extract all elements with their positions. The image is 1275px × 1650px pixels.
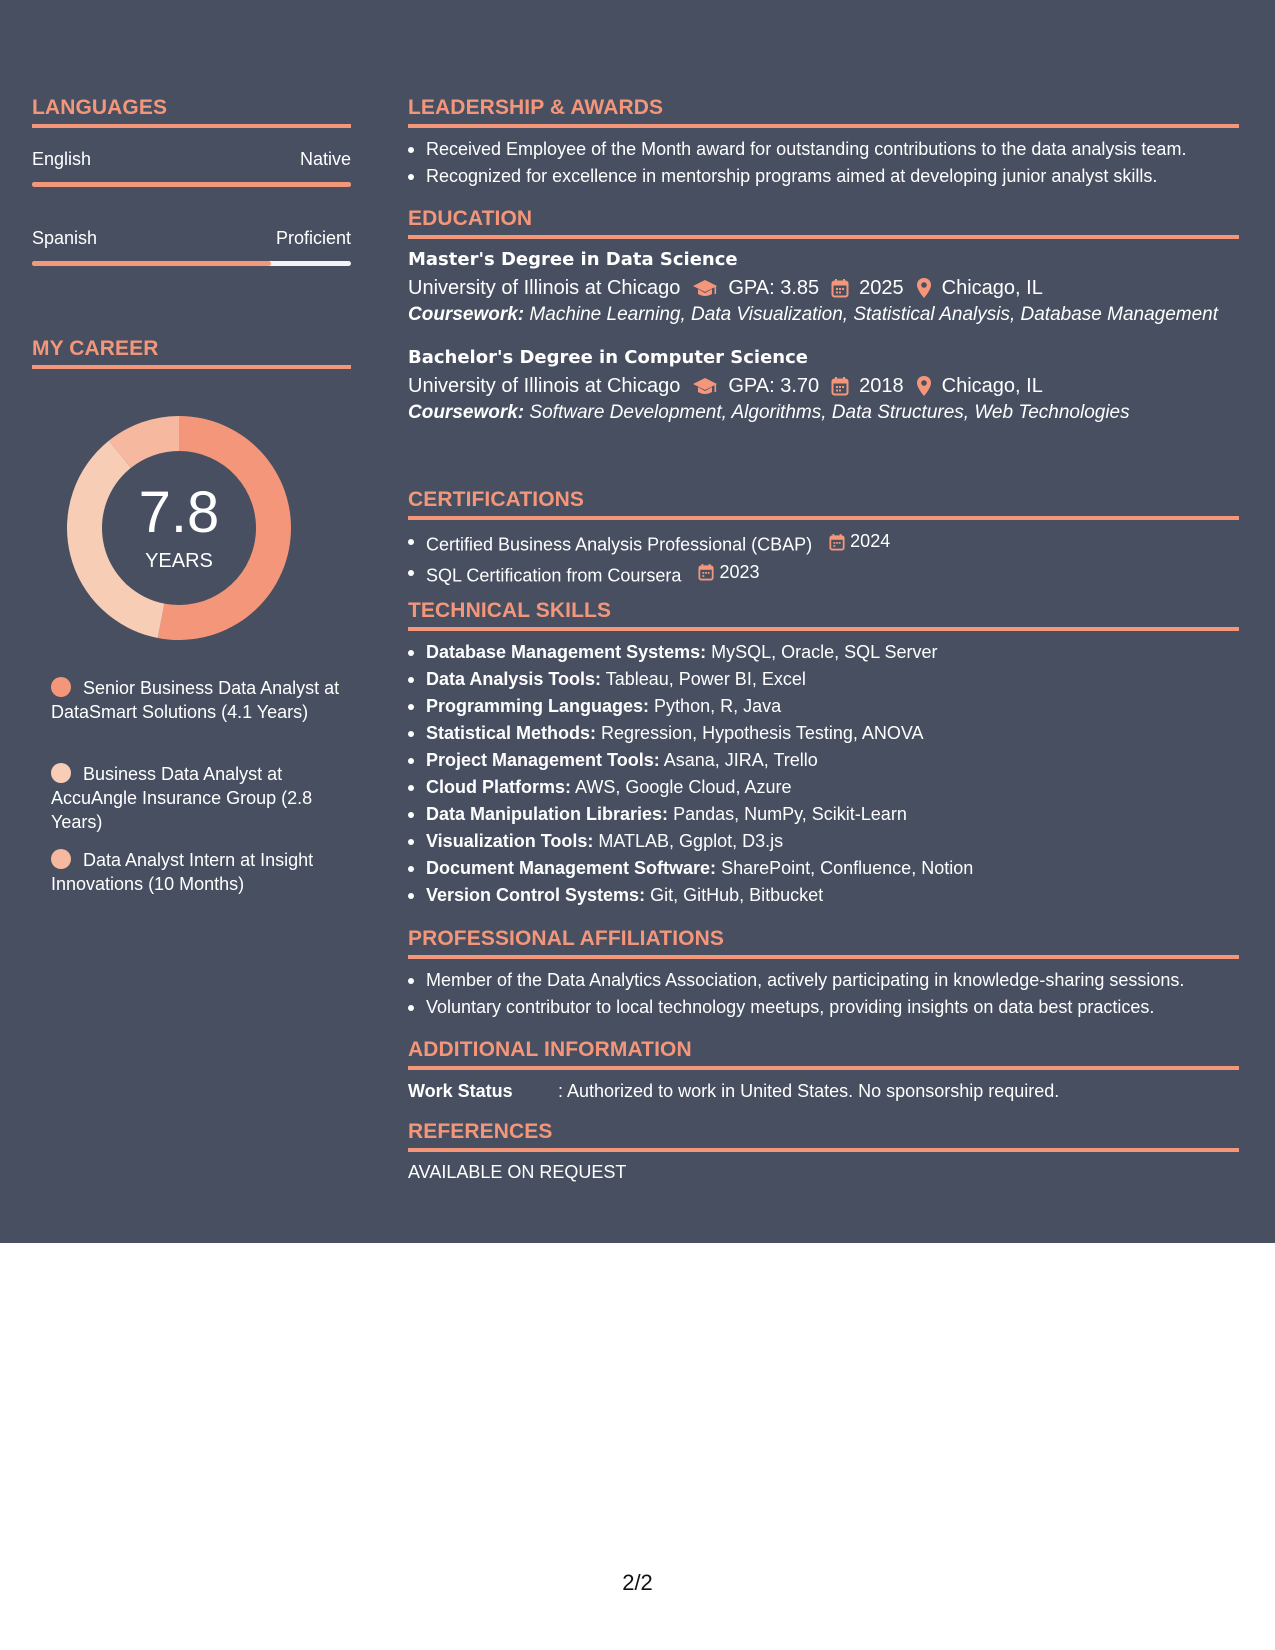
career-heading: MY CAREER (32, 336, 351, 369)
career-legend-item (51, 762, 341, 834)
career-donut-chart (67, 416, 291, 640)
list-item (408, 693, 1239, 720)
certification-date (698, 559, 759, 586)
career-legend-item (51, 676, 341, 724)
school-name: University of Illinois at Chicago (408, 277, 681, 300)
skill-category: Project Management Tools: (426, 750, 660, 771)
certification-date (829, 528, 890, 555)
location: Chicago, IL (941, 277, 1043, 300)
legend-dot (51, 677, 71, 697)
skill-category: Cloud Platforms: (426, 777, 572, 798)
additional-info-heading: ADDITIONAL INFORMATION (408, 1037, 1239, 1070)
list-item: Member of the Data Analytics Association, actively participating in knowledge-sharing sessions. (408, 967, 1239, 994)
education-heading: EDUCATION (408, 206, 1239, 239)
skill-category: Data Analysis Tools: (426, 669, 602, 690)
certification-name: SQL Certification from Coursera (426, 565, 682, 586)
skill-category: Programming Languages: (426, 696, 650, 717)
career-legend-label: Data Analyst Intern at Insight Innovations (10 Months) (51, 850, 314, 894)
language-level: Native (299, 149, 351, 170)
work-status-label: Work Status (408, 1081, 513, 1102)
list-item (408, 528, 1239, 559)
coursework (408, 303, 1239, 327)
location-pin-icon (916, 277, 932, 299)
affiliations-heading: PROFESSIONAL AFFILIATIONS (408, 926, 1239, 959)
gpa: GPA: 3.85 (728, 277, 820, 300)
work-status-row (408, 1078, 1239, 1105)
language-english (32, 149, 351, 187)
page-number: 2/2 (622, 1570, 653, 1595)
education-entry (408, 345, 1239, 425)
work-status-value: : Authorized to work in United States. No sponsorship required. (558, 1081, 1060, 1102)
career-legend-label: Business Data Analyst at AccuAngle Insurance Group (2.8 Years) (51, 764, 313, 832)
language-spanish (32, 228, 351, 266)
references-heading: REFERENCES (408, 1119, 1239, 1152)
certifications-section (408, 487, 1239, 589)
language-level: Proficient (275, 228, 351, 249)
career-legend-item (51, 848, 341, 896)
legend-dot (51, 849, 71, 869)
skill-category: Document Management Software: (426, 858, 717, 879)
education-section (408, 206, 1239, 425)
list-item (408, 720, 1239, 747)
graduation-cap-icon (692, 376, 718, 396)
skill-values: Python, R, Java (654, 696, 782, 717)
references-section (408, 1119, 1239, 1183)
list-item (408, 801, 1239, 828)
skill-values: MATLAB, Ggplot, D3.js (598, 831, 784, 852)
list-item (408, 747, 1239, 774)
gpa: GPA: 3.70 (728, 375, 820, 398)
skills-section (408, 598, 1239, 909)
degree-title: Master's Degree in Data Science (408, 249, 738, 271)
skill-category: Visualization Tools: (426, 831, 594, 852)
list-item: Voluntary contributor to local technology meetups, providing insights on data best practices. (408, 994, 1239, 1021)
skill-values: Pandas, NumPy, Scikit-Learn (673, 804, 907, 825)
coursework (408, 401, 1239, 425)
languages-heading: LANGUAGES (32, 95, 351, 128)
skill-values: Git, GitHub, Bitbucket (650, 885, 824, 906)
list-item: Recognized for excellence in mentorship programs aimed at developing junior analyst skills. (408, 163, 1239, 190)
skill-values: Asana, JIRA, Trello (663, 750, 818, 771)
skill-values: Tableau, Power BI, Excel (605, 669, 806, 690)
degree-title: Bachelor's Degree in Computer Science (408, 347, 808, 369)
graduation-year: 2025 (859, 277, 904, 300)
skill-category: Version Control Systems: (426, 885, 646, 906)
coursework-label: Coursework: (408, 402, 525, 424)
coursework-text: Machine Learning, Data Visualization, Statistical Analysis, Database Management (529, 304, 1219, 326)
coursework-label: Coursework: (408, 304, 525, 326)
certifications-heading: CERTIFICATIONS (408, 487, 1239, 520)
language-name: Spanish (32, 228, 98, 249)
legend-dot (51, 763, 71, 783)
school-name: University of Illinois at Chicago (408, 375, 681, 398)
list-item (408, 828, 1239, 855)
career-section (32, 336, 351, 369)
location-pin-icon (916, 375, 932, 397)
list-item (408, 855, 1239, 882)
skills-heading: TECHNICAL SKILLS (408, 598, 1239, 631)
skill-values: SharePoint, Confluence, Notion (721, 858, 974, 879)
leadership-section (408, 95, 1239, 190)
skill-values: Regression, Hypothesis Testing, ANOVA (601, 723, 924, 744)
education-entry (408, 247, 1239, 327)
list-item (408, 774, 1239, 801)
leadership-heading: LEADERSHIP & AWARDS (408, 95, 1239, 128)
calendar-icon (698, 563, 714, 581)
calendar-icon (831, 278, 849, 298)
list-item (408, 882, 1239, 909)
additional-info-section (408, 1037, 1239, 1105)
language-proficiency-bar (32, 261, 351, 266)
skill-category: Statistical Methods: (426, 723, 597, 744)
references-text: AVAILABLE ON REQUEST (408, 1162, 627, 1183)
certification-year: 2024 (850, 531, 891, 552)
coursework-text: Software Development, Algorithms, Data Structures, Web Technologies (529, 402, 1130, 424)
language-proficiency-bar (32, 182, 351, 187)
skill-values: AWS, Google Cloud, Azure (575, 777, 792, 798)
affiliations-section (408, 926, 1239, 1021)
career-total-value: 7.8 (138, 479, 220, 545)
skill-category: Database Management Systems: (426, 642, 707, 663)
list-item (408, 666, 1239, 693)
skill-category: Data Manipulation Libraries: (426, 804, 669, 825)
certification-name: Certified Business Analysis Professional (CBAP) (426, 534, 813, 555)
skill-values: MySQL, Oracle, SQL Server (711, 642, 938, 663)
graduation-year: 2018 (859, 375, 904, 398)
career-legend-label: Senior Business Data Analyst at DataSmart Solutions (4.1 Years) (51, 678, 340, 722)
calendar-icon (831, 376, 849, 396)
list-item: Received Employee of the Month award for outstanding contributions to the data analysis team. (408, 136, 1239, 163)
career-total-unit: YEARS (145, 549, 213, 572)
location: Chicago, IL (941, 375, 1043, 398)
list-item (408, 639, 1239, 666)
languages-section (32, 95, 351, 266)
language-name: English (32, 149, 92, 170)
graduation-cap-icon (692, 278, 718, 298)
list-item (408, 559, 1239, 590)
certification-year: 2023 (719, 561, 760, 582)
calendar-icon (829, 533, 845, 551)
